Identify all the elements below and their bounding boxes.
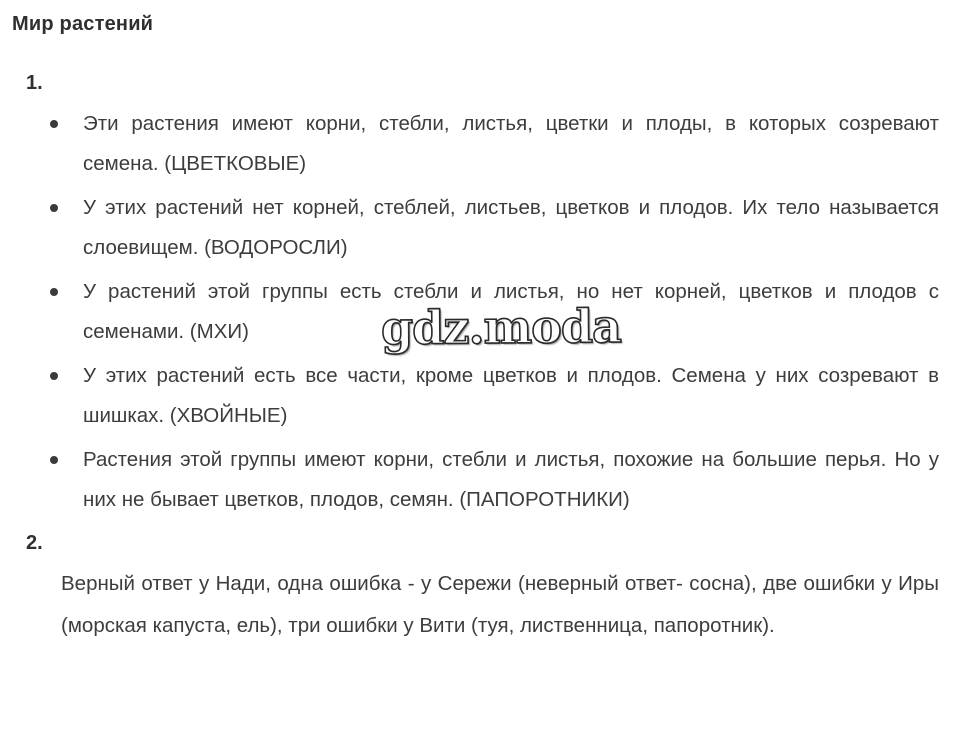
list-item bbox=[0, 188, 953, 268]
answer-list-1 bbox=[0, 104, 953, 524]
bullet-icon bbox=[50, 204, 58, 212]
list-item-text: Растения этой группы имеют корни, стебли и листья, похожие на большие перья. Но у них не бывает цветков, плодов, семян. (ПАПОРОТНИКИ) bbox=[83, 448, 939, 511]
list-item bbox=[0, 440, 953, 520]
list-item bbox=[0, 272, 953, 352]
bullet-icon bbox=[50, 372, 58, 380]
bullet-icon bbox=[50, 288, 58, 296]
bullet-icon bbox=[50, 456, 58, 464]
answer-paragraph: Верный ответ у Нади, одна ошибка - у Сережи (неверный ответ- сосна), две ошибки у Иры (морская капуста, ель), три ошибки у Вити (туя, лиственница, папоротник). bbox=[61, 572, 939, 637]
list-item-text: Эти растения имеют корни, стебли, листья, цветки и плоды, в которых созревают семена. (ЦВЕТКОВЫЕ) bbox=[83, 112, 939, 175]
list-item-text: У этих растений есть все части, кроме цветков и плодов. Семена у них созревают в шишках. (ХВОЙНЫЕ) bbox=[83, 364, 939, 427]
list-item bbox=[0, 104, 953, 184]
watermark-logo: gdz.moda bbox=[380, 298, 622, 356]
list-item-text: У растений этой группы есть стебли и листья, но нет корней, цветков и плодов с семенами. (МХИ) bbox=[83, 280, 939, 343]
section-number-2: 2. bbox=[26, 532, 43, 554]
list-item bbox=[0, 356, 953, 436]
bullet-icon bbox=[50, 120, 58, 128]
list-item-text: У этих растений нет корней, стеблей, листьев, цветков и плодов. Их тело называется слоевищем. (ВОДОРОСЛИ) bbox=[83, 196, 939, 259]
page-title: Мир растений bbox=[12, 13, 154, 35]
section-number-1: 1. bbox=[26, 72, 43, 94]
